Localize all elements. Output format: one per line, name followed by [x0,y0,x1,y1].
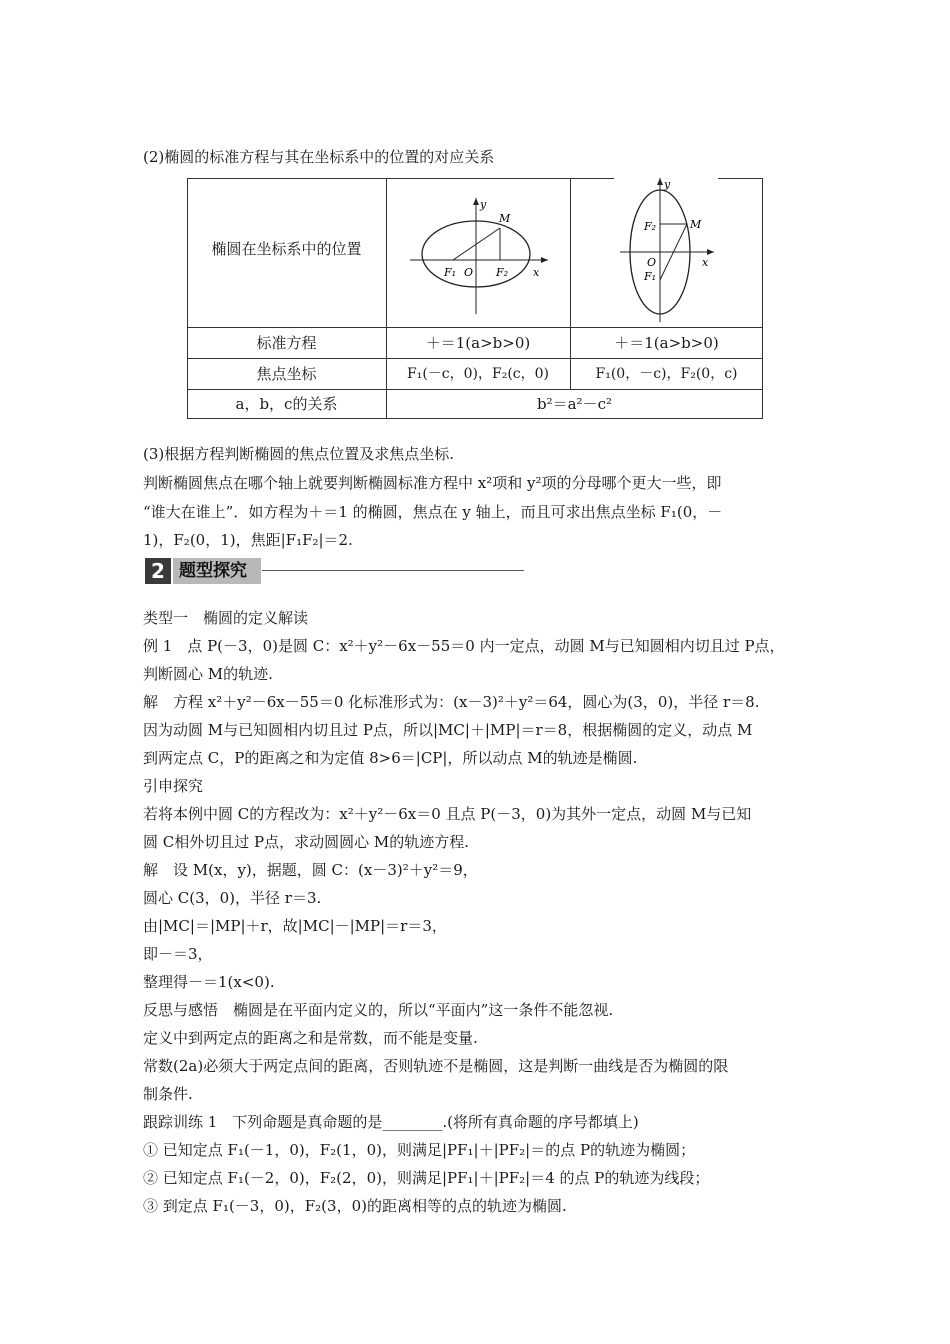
paragraph-line: 引申探究 [143,777,204,795]
vertical-ellipse-figure [600,172,730,327]
paragraph-line: 因为动圆 M与已知圆相内切且过 P点，所以|MC|＋|MP|＝r＝8，根据椭圆的定义，动点 M [143,721,753,739]
paragraph-line: 定义中到两定点的距离之和是常数，而不能是变量. [143,1029,478,1047]
equation-vertical: ＋＝1(a>b>0) [614,334,719,352]
horizontal-ellipse-figure [400,186,560,320]
table-divider [187,389,763,390]
fig2-f1-label: F₁ [644,270,657,283]
table-divider [187,327,763,328]
section-header [145,558,257,584]
table-divider [187,358,763,359]
fig2-y-label: y [664,178,671,191]
list-item: ② 已知定点 F₁(－2，0)，F₂(2，0)，则满足|PF₁|＋|PF₂|＝4 的点 P的轨迹为线段； [143,1169,710,1187]
row-label-position: 椭圆在坐标系中的位置 [211,240,362,258]
section-title: 题型探究 [173,558,261,584]
paragraph-line: “谁大在谁上”．如方程为＋＝1 的椭圆，焦点在 y 轴上，而且可求出焦点坐标 F₁(0，－ [143,503,723,521]
paragraph-line: 由|MC|＝|MP|＋r，故|MC|－|MP|＝r＝3， [143,917,447,935]
fig2-f2-label: F₂ [644,220,657,233]
fig1-f2-label: F₂ [496,266,509,279]
paragraph-line: 圆 C相外切且过 P点，求动圆圆心 M的轨迹方程. [143,833,470,851]
paragraph-line: 判断椭圆焦点在哪个轴上就要判断椭圆标准方程中 x²项和 y²项的分母哪个更大一些，即 [143,474,722,492]
paragraph-line: 1)，F₂(0，1)，焦距|F₁F₂|＝2. [143,531,353,549]
fig2-x-label: x [702,256,709,269]
section-number: 2 [145,558,171,584]
row-label-foci: 焦点坐标 [256,365,317,383]
fig1-o-label: O [464,266,474,279]
paragraph-line: 跟踪训练 1 下列命题是真命题的是________.(将所有真命题的序号都填上) [143,1113,639,1131]
paragraph-line: 即－＝3， [143,945,213,963]
fig1-m-label: M [499,212,511,225]
list-item: ③ 到定点 F₁(－3，0)，F₂(3，0)的距离相等的点的轨迹为椭圆. [143,1197,567,1215]
list-item: ① 已知定点 F₁(－1，0)，F₂(1，0)，则满足|PF₁|＋|PF₂|＝的点 P的轨迹为椭圆； [143,1141,696,1159]
row-label-equation: 标准方程 [256,334,317,352]
paragraph-line: 判断圆心 M的轨迹. [143,665,273,683]
paragraph-line: 圆心 C(3，0)，半径 r＝3. [143,889,322,907]
paragraph-line: 整理得－＝1(x<0). [143,973,275,991]
equation-horizontal: ＋＝1(a>b>0) [425,334,531,352]
paragraph-line: 例 1 点 P(－3，0)是圆 C：x²＋y²－6x－55＝0 内一定点，动圆 M与已知圆相内切且过 P点， [143,637,785,655]
fig1-x-label: x [533,266,540,279]
paragraph-line: 解 方程 x²＋y²－6x－55＝0 化标准形式为：(x－3)²＋y²＝64，圆心为(3，0)，半径 r＝8. [143,693,760,711]
subheading-2: (2)椭圆的标准方程与其在坐标系中的位置的对应关系 [143,148,495,166]
paragraph-line: 制条件. [143,1085,193,1103]
row-label-relation: a，b，c的关系 [235,395,338,413]
fig1-y-label: y [480,198,487,211]
paragraph-line: 到两定点 C，P的距离之和为定值 8>6＝|CP|，所以动点 M的轨迹是椭圆. [143,749,638,767]
fig1-f1-label: F₁ [444,266,457,279]
paragraph-line: 若将本例中圆 C的方程改为：x²＋y²－6x＝0 且点 P(－3，0)为其外一定点，动圆 M与已知 [143,805,752,823]
fig2-m-label: M [690,218,702,231]
paragraph-line: 常数(2a)必须大于两定点间的距离，否则轨迹不是椭圆，这是判断一曲线是否为椭圆的限 [143,1057,729,1075]
foci-vertical: F₁(0，－c)，F₂(0，c) [595,366,738,382]
relation-value: b²＝a²－c² [537,395,612,413]
subheading-3: (3)根据方程判断椭圆的焦点位置及求焦点坐标. [143,445,455,463]
foci-horizontal: F₁(－c，0)，F₂(c，0) [407,366,549,382]
paragraph-line: 类型一 椭圆的定义解读 [143,609,309,627]
paragraph-line: 反思与感悟 椭圆是在平面内定义的，所以“平面内”这一条件不能忽视. [143,1001,614,1019]
section-rule [262,570,524,571]
fig2-o-label: O [647,256,657,269]
paragraph-line: 解 设 M(x，y)，据题，圆 C：(x－3)²＋y²＝9， [143,861,478,879]
